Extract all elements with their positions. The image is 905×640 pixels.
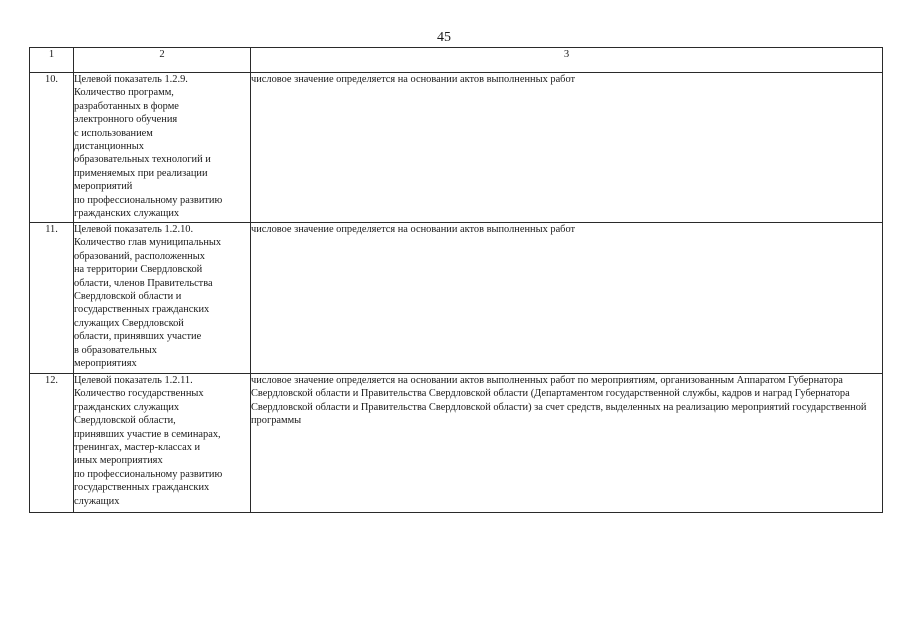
indicator-name-line: служащих bbox=[74, 495, 120, 507]
indicator-name-line: по профессиональному развитию bbox=[74, 194, 223, 206]
table-header-row bbox=[30, 48, 883, 73]
indicators-table bbox=[29, 47, 883, 513]
row-number: 12. bbox=[30, 374, 74, 513]
table-row bbox=[30, 73, 883, 223]
indicator-name-line: области, членов Правительства bbox=[74, 277, 213, 289]
indicator-name-line: мероприятий bbox=[74, 181, 133, 193]
page-number: 45 bbox=[437, 30, 451, 45]
indicator-name-line: Свердловской области, bbox=[74, 415, 176, 427]
indicator-name-line: на территории Свердловской bbox=[74, 264, 203, 276]
indicator-name-line: государственных гражданских bbox=[74, 482, 210, 494]
calculation-method-cell: числовое значение определяется на основании актов выполненных работ по мероприятиям, организованным Аппаратом Губернатора Свердловской области и Правительства Свердловской области (Департаментом государственной службы, кадров и наград Губернатора Свердловской области и Правительства Свердловской области) за счет средств, выделенных на реализацию мероприятий государственной программы bbox=[251, 374, 883, 513]
indicator-name-line: Количество программ, bbox=[74, 87, 174, 99]
calculation-method-cell: числовое значение определяется на основании актов выполненных работ bbox=[251, 73, 883, 223]
indicator-name-line: государственных гражданских bbox=[74, 304, 210, 316]
indicator-name-line: в образовательных bbox=[74, 344, 157, 356]
indicator-name-line: принявших участие в семинарах, bbox=[74, 428, 221, 440]
indicator-name-line: области, принявших участие bbox=[74, 331, 202, 343]
indicator-name-line: иных мероприятиях bbox=[74, 455, 163, 467]
column-header-2: 2 bbox=[74, 48, 251, 73]
indicator-name-line: Количество глав муниципальных bbox=[74, 237, 222, 249]
indicator-name-line: образовательных технологий и bbox=[74, 154, 211, 166]
indicator-name-line: Свердловской области и bbox=[74, 291, 182, 303]
indicator-name-line: Количество государственных bbox=[74, 388, 204, 400]
table-row bbox=[30, 223, 883, 374]
indicator-name-line: электронного обучения bbox=[74, 114, 178, 126]
indicator-name-cell bbox=[74, 374, 251, 513]
calculation-method-cell: числовое значение определяется на основании актов выполненных работ bbox=[251, 223, 883, 374]
indicator-name-line: дистанционных bbox=[74, 141, 144, 153]
row-number: 10. bbox=[30, 73, 74, 223]
indicator-name-line: мероприятиях bbox=[74, 358, 137, 370]
indicator-name-line: служащих Свердловской bbox=[74, 317, 184, 329]
indicator-name-line: Целевой показатель 1.2.10. bbox=[74, 224, 194, 235]
row-number: 11. bbox=[30, 223, 74, 374]
indicator-name-line: применяемых при реализации bbox=[74, 167, 208, 179]
indicator-name-line: по профессиональному развитию bbox=[74, 468, 223, 480]
indicator-name-cell bbox=[74, 223, 251, 374]
indicator-name-line: тренингах, мастер-классах и bbox=[74, 442, 201, 454]
indicator-name-line: гражданских служащих bbox=[74, 208, 180, 220]
indicator-name-line: образований, расположенных bbox=[74, 250, 205, 262]
indicator-name-cell bbox=[74, 73, 251, 223]
indicator-name-line: разработанных в форме bbox=[74, 100, 179, 112]
column-header-3: 3 bbox=[251, 48, 883, 73]
table-row bbox=[30, 374, 883, 513]
column-header-1: 1 bbox=[30, 48, 74, 73]
indicator-name-line: с использованием bbox=[74, 127, 153, 139]
indicator-name-line: Целевой показатель 1.2.11. bbox=[74, 375, 193, 386]
indicator-name-line: Целевой показатель 1.2.9. bbox=[74, 74, 188, 85]
indicator-name-line: гражданских служащих bbox=[74, 401, 180, 413]
